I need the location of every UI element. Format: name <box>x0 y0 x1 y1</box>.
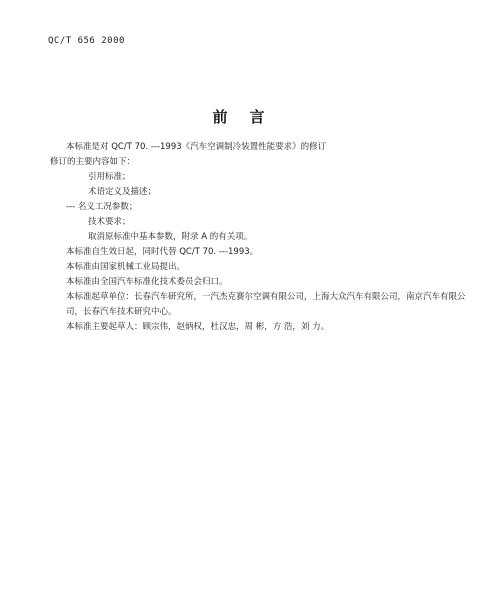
standard-code: QC/T 656 2000 <box>48 36 125 46</box>
page-title: 前言 <box>212 108 287 126</box>
list-item: 取消原标准中基本参数，附录 A 的有关项。 <box>88 232 253 242</box>
list-item: 引用标准； <box>88 172 131 182</box>
paragraph-line: 本标准自生效日起，同时代替 QC/T 70. ---1993。 <box>66 247 259 257</box>
paragraph-line: 本标准由全国汽车标准化技术委员会归口。 <box>66 277 228 287</box>
paragraph-line: 本标准主要起草人：顾宗伟，赵炳权，杜汉忠，周 彬，方 浩，刘 力。 <box>66 322 330 332</box>
paragraph-line: 修订的主要内容如下： <box>50 157 136 167</box>
list-item: 技术要求； <box>88 217 131 227</box>
paragraph-line: 本标准由国家机械工业局提出。 <box>66 262 186 272</box>
paragraph-line: 本标准是对 QC/T 70. ---1993《汽车空调制冷装置性能要求》的修订 <box>66 142 327 152</box>
list-item: --- 名义工况参数； <box>66 202 138 212</box>
body-text <box>50 140 470 335</box>
list-item: 术语定义及描述； <box>88 187 157 197</box>
paragraph-line: 本标准起草单位：长春汽车研究所，一汽杰克赛尔空调有限公司，上海大众汽车有限公司，南京汽车有限公司，长春汽车技术研究中心。 <box>66 292 466 317</box>
